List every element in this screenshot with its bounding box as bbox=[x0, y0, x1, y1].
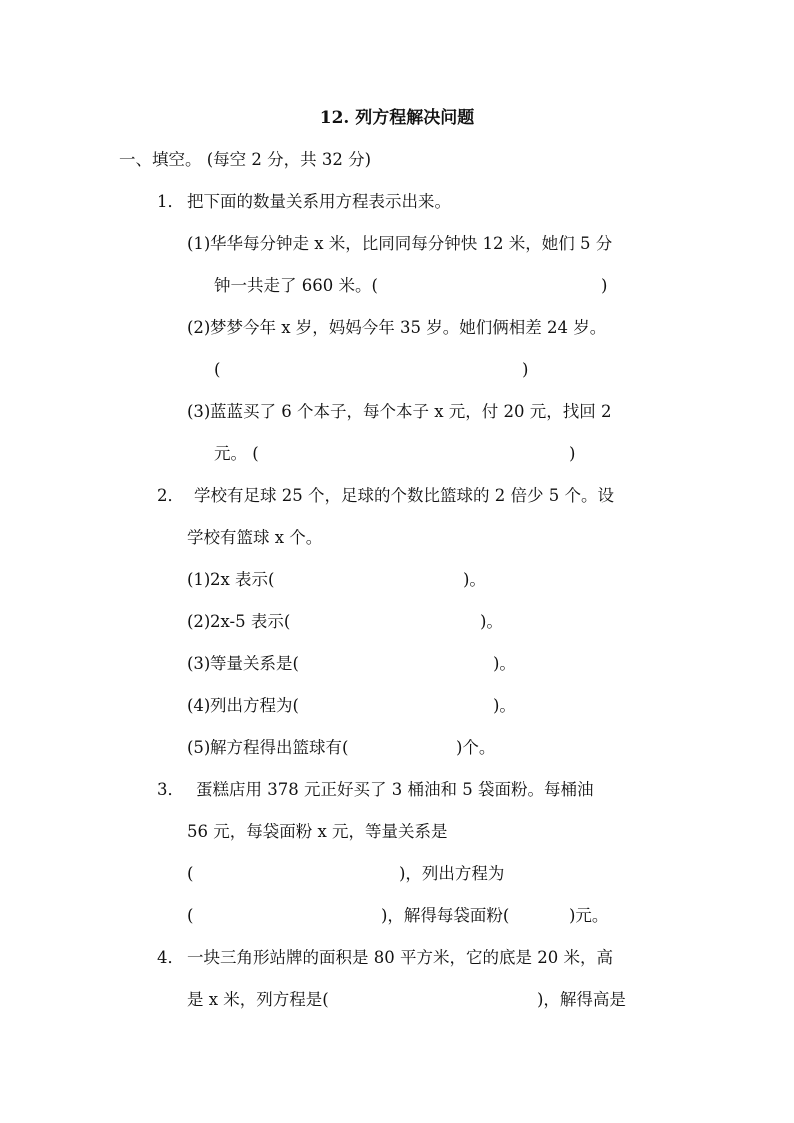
q1-part1-line1: 华华每分钟走 x 米，比同同每分钟快 12 米，她们 5 分 bbox=[210, 234, 613, 253]
q1-part1-close: ) bbox=[601, 276, 608, 295]
question-2-stem-line1: 学校有足球 25 个，足球的个数比篮球的 2 倍少 5 个。设 bbox=[194, 486, 614, 505]
question-3-line4-close: )元。 bbox=[569, 906, 609, 925]
question-4-line1: 一块三角形站牌的面积是 80 平方米，它的底是 20 米，高 bbox=[187, 948, 613, 967]
page-title: 12. 列方程解决问题 bbox=[319, 108, 475, 128]
question-3-line1: 蛋糕店用 378 元正好买了 3 桶油和 5 袋面粉。每桶油 bbox=[196, 780, 594, 799]
q1-part3-close: ) bbox=[569, 444, 576, 463]
q2-part4-close: )。 bbox=[493, 696, 516, 715]
q1-part1-label: (1) bbox=[187, 234, 211, 253]
q1-part3-line2: 元。 ( bbox=[214, 444, 259, 463]
question-3-line4-mid: )，解得每袋面粉( bbox=[381, 906, 510, 925]
q2-part5-text: 解方程得出篮球有( bbox=[210, 738, 349, 757]
q1-part2-open: ( bbox=[214, 360, 221, 379]
q2-part3-close: )。 bbox=[493, 654, 516, 673]
q1-part2-label: (2) bbox=[187, 318, 211, 337]
q2-part1-close: )。 bbox=[463, 570, 486, 589]
q2-part4-label: (4) bbox=[187, 696, 211, 715]
question-3-line3-open: ( bbox=[187, 864, 194, 883]
q2-part2-label: (2) bbox=[187, 612, 211, 631]
question-3-line4-open: ( bbox=[187, 906, 194, 925]
question-3-line3-close: )，列出方程为 bbox=[399, 864, 505, 883]
question-4-number: 4． bbox=[157, 948, 184, 967]
question-3-number: 3． bbox=[157, 780, 184, 799]
section-heading: 一、填空。 (每空 2 分，共 32 分) bbox=[119, 150, 372, 169]
q1-part2-close: ) bbox=[522, 360, 529, 379]
q2-part2-text: 2x-5 表示( bbox=[210, 612, 291, 631]
q2-part3-label: (3) bbox=[187, 654, 211, 673]
q1-part2-line1: 梦梦今年 x 岁，妈妈今年 35 岁。她们俩相差 24 岁。 bbox=[210, 318, 607, 337]
q2-part4-text: 列出方程为( bbox=[210, 696, 299, 715]
question-3-line2: 56 元，每袋面粉 x 元，等量关系是 bbox=[187, 822, 448, 841]
q2-part3-text: 等量关系是( bbox=[210, 654, 299, 673]
q2-part1-label: (1) bbox=[187, 570, 211, 589]
q2-part1-text: 2x 表示( bbox=[210, 570, 275, 589]
q1-part1-line2: 钟一共走了 660 米。( bbox=[214, 276, 378, 295]
question-2-number: 2． bbox=[157, 486, 184, 505]
q1-part3-line1: 蓝蓝买了 6 个本子，每个本子 x 元，付 20 元，找回 2 bbox=[210, 402, 612, 421]
q2-part5-label: (5) bbox=[187, 738, 211, 757]
question-1-number: 1． bbox=[157, 192, 184, 211]
question-1-stem: 把下面的数量关系用方程表示出来。 bbox=[187, 192, 451, 211]
q2-part5-close: )个。 bbox=[456, 738, 496, 757]
q1-part3-label: (3) bbox=[187, 402, 211, 421]
question-2-stem-line2: 学校有篮球 x 个。 bbox=[187, 528, 323, 547]
q2-part2-close: )。 bbox=[480, 612, 503, 631]
question-4-line2b: )，解得高是 bbox=[537, 990, 626, 1009]
question-4-line2a: 是 x 米，列方程是( bbox=[187, 990, 329, 1009]
